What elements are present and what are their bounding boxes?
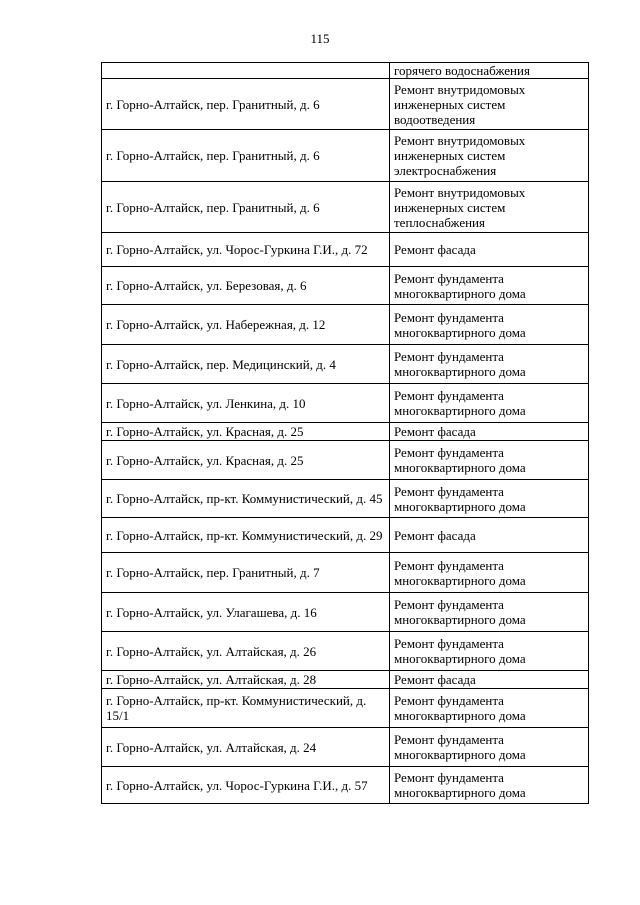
table-row	[102, 79, 589, 130]
table-row	[102, 553, 589, 593]
work-type-cell: горячего водоснабжения	[390, 63, 589, 79]
table-row	[102, 182, 589, 233]
work-type-cell: Ремонт фасада	[390, 518, 589, 553]
address-cell	[102, 63, 390, 79]
work-type-cell: Ремонт фундамента многоквартирного дома	[390, 632, 589, 671]
table-row	[102, 767, 589, 804]
work-type-cell: Ремонт фасада	[390, 423, 589, 441]
work-type-cell: Ремонт фундамента многоквартирного дома	[390, 305, 589, 345]
table-row	[102, 384, 589, 423]
work-type-cell: Ремонт фундамента многоквартирного дома	[390, 267, 589, 305]
address-cell: г. Горно-Алтайск, ул. Красная, д. 25	[102, 423, 390, 441]
work-type-cell: Ремонт фасада	[390, 671, 589, 689]
table-row	[102, 305, 589, 345]
address-cell: г. Горно-Алтайск, пр-кт. Коммунистический, д. 29	[102, 518, 390, 553]
work-type-cell: Ремонт внутридомовых инженерных систем электроснабжения	[390, 130, 589, 182]
work-type-cell: Ремонт фундамента многоквартирного дома	[390, 553, 589, 593]
table-row	[102, 632, 589, 671]
address-cell: г. Горно-Алтайск, ул. Алтайская, д. 28	[102, 671, 390, 689]
address-cell: г. Горно-Алтайск, ул. Красная, д. 25	[102, 441, 390, 480]
address-cell: г. Горно-Алтайск, пер. Гранитный, д. 6	[102, 130, 390, 182]
work-type-cell: Ремонт фундамента многоквартирного дома	[390, 767, 589, 804]
address-cell: г. Горно-Алтайск, пер. Гранитный, д. 6	[102, 182, 390, 233]
table-row	[102, 233, 589, 267]
work-type-cell: Ремонт фундамента многоквартирного дома	[390, 384, 589, 423]
page-number: 115	[310, 31, 330, 46]
address-cell: г. Горно-Алтайск, пр-кт. Коммунистический, д. 15/1	[102, 689, 390, 728]
table-row	[102, 593, 589, 632]
work-type-cell: Ремонт фасада	[390, 233, 589, 267]
work-type-cell: Ремонт фундамента многоквартирного дома	[390, 345, 589, 384]
address-cell: г. Горно-Алтайск, ул. Чорос-Гуркина Г.И., д. 72	[102, 233, 390, 267]
work-type-cell: Ремонт фундамента многоквартирного дома	[390, 480, 589, 518]
table-row	[102, 728, 589, 767]
address-cell: г. Горно-Алтайск, ул. Ленкина, д. 10	[102, 384, 390, 423]
work-type-cell: Ремонт фундамента многоквартирного дома	[390, 689, 589, 728]
table-row	[102, 689, 589, 728]
repair-registry-table	[101, 62, 589, 804]
table-row	[102, 63, 589, 79]
registry-table-body	[102, 63, 589, 804]
table-row	[102, 423, 589, 441]
address-cell: г. Горно-Алтайск, пр-кт. Коммунистический, д. 45	[102, 480, 390, 518]
address-cell: г. Горно-Алтайск, ул. Алтайская, д. 24	[102, 728, 390, 767]
address-cell: г. Горно-Алтайск, пер. Гранитный, д. 6	[102, 79, 390, 130]
address-cell: г. Горно-Алтайск, ул. Набережная, д. 12	[102, 305, 390, 345]
table-row	[102, 345, 589, 384]
table-row	[102, 671, 589, 689]
address-cell: г. Горно-Алтайск, пер. Гранитный, д. 7	[102, 553, 390, 593]
address-cell: г. Горно-Алтайск, ул. Улагашева, д. 16	[102, 593, 390, 632]
table-row	[102, 130, 589, 182]
work-type-cell: Ремонт фундамента многоквартирного дома	[390, 728, 589, 767]
address-cell: г. Горно-Алтайск, пер. Медицинский, д. 4	[102, 345, 390, 384]
address-cell: г. Горно-Алтайск, ул. Березовая, д. 6	[102, 267, 390, 305]
work-type-cell: Ремонт внутридомовых инженерных систем теплоснабжения	[390, 182, 589, 233]
table-row	[102, 518, 589, 553]
table-row	[102, 267, 589, 305]
work-type-cell: Ремонт фундамента многоквартирного дома	[390, 593, 589, 632]
address-cell: г. Горно-Алтайск, ул. Алтайская, д. 26	[102, 632, 390, 671]
table-row	[102, 441, 589, 480]
work-type-cell: Ремонт фундамента многоквартирного дома	[390, 441, 589, 480]
work-type-cell: Ремонт внутридомовых инженерных систем водоотведения	[390, 79, 589, 130]
address-cell: г. Горно-Алтайск, ул. Чорос-Гуркина Г.И., д. 57	[102, 767, 390, 804]
table-row	[102, 480, 589, 518]
